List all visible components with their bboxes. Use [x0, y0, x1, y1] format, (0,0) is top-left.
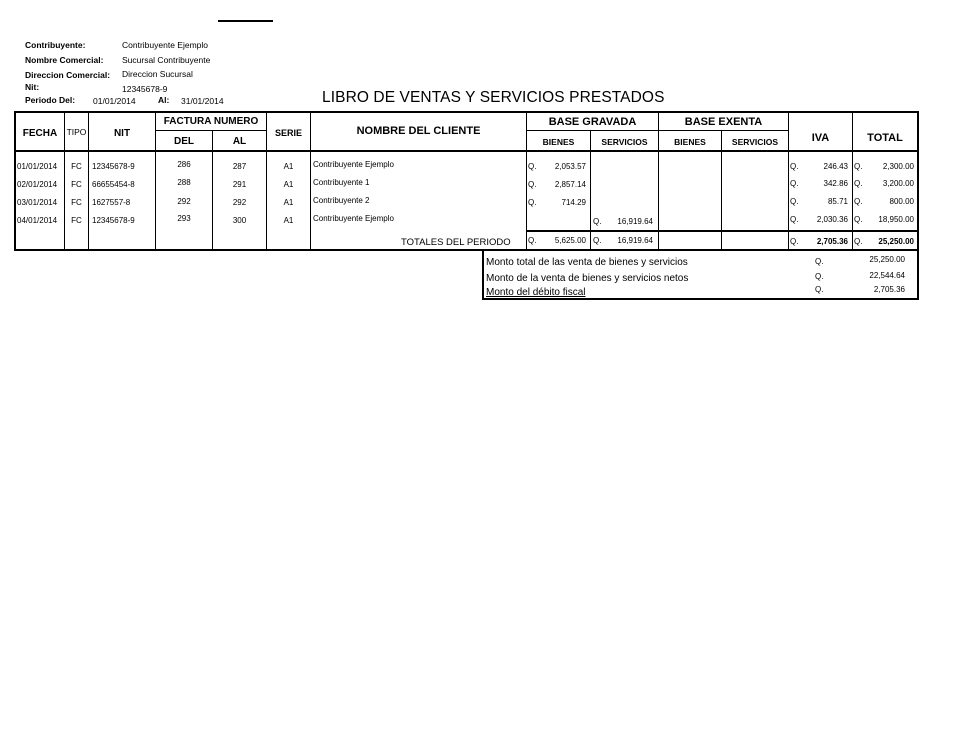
summary-value: 25,250.00: [869, 255, 905, 264]
nit-label: Nit:: [25, 82, 40, 92]
periodo-label: Periodo Del:: [25, 95, 76, 105]
cell-fecha: 04/01/2014: [17, 216, 58, 225]
cell-total: 800.00: [889, 197, 914, 206]
direccion-label: Direccion Comercial:: [25, 70, 111, 80]
cell-gravada-bienes: 2,053.57: [554, 162, 586, 171]
direccion-value: Direccion Sucursal: [122, 69, 193, 79]
cell-cliente: Contribuyente Ejemplo: [313, 160, 394, 169]
col-divider: [212, 131, 213, 250]
total-iva: 2,705.36: [816, 237, 848, 246]
totals-top-rule: [526, 230, 917, 232]
col-al: AL: [232, 136, 247, 147]
col-exenta-bienes: BIENES: [674, 137, 706, 147]
cell-fecha: 01/01/2014: [17, 162, 58, 171]
periodo-al-label: Al:: [158, 95, 170, 105]
currency-symbol: Q.: [790, 197, 799, 206]
cell-serie: A1: [283, 180, 294, 189]
cell-del: 286: [177, 160, 191, 169]
summary-label: Monto del débito fiscal: [486, 287, 586, 298]
cell-cliente: Contribuyente Ejemplo: [313, 214, 394, 223]
cell-al: 287: [232, 162, 247, 171]
cell-fecha: 03/01/2014: [17, 198, 58, 207]
cell-al: 300: [232, 216, 247, 225]
cell-del: 293: [177, 214, 191, 223]
contribuyente-value: Contribuyente Ejemplo: [122, 40, 208, 50]
cell-gravada-bienes: 2,857.14: [554, 180, 586, 189]
summary-label: Monto total de las venta de bienes y servicios: [486, 257, 688, 268]
currency-symbol: Q.: [854, 179, 863, 188]
currency-symbol: Q.: [815, 272, 824, 281]
total-gravada-servicios: 16,919.64: [617, 236, 653, 245]
periodo-al-value: 31/01/2014: [181, 96, 224, 106]
currency-symbol: Q.: [854, 197, 863, 206]
cell-serie: A1: [283, 216, 294, 225]
currency-symbol: Q.: [528, 162, 537, 171]
cell-al: 291: [232, 180, 247, 189]
currency-symbol: Q.: [790, 179, 799, 188]
col-factura-numero: FACTURA NUMERO: [163, 116, 259, 127]
cell-iva: 85.71: [827, 197, 848, 206]
cell-nit: 12345678-9: [92, 162, 135, 171]
currency-symbol: Q.: [593, 217, 602, 226]
document-title: LIBRO DE VENTAS Y SERVICIOS PRESTADOS: [322, 89, 665, 106]
row-divider: [155, 130, 266, 131]
cell-total: 18,950.00: [878, 215, 914, 224]
cell-iva: 246.43: [823, 162, 848, 171]
col-del: DEL: [174, 136, 194, 147]
currency-symbol: Q.: [815, 257, 824, 266]
cell-gravada-bienes: 714.29: [561, 198, 586, 207]
currency-symbol: Q.: [790, 237, 799, 246]
cell-tipo: FC: [71, 162, 82, 171]
cell-nit: 66655454-8: [92, 180, 135, 189]
cell-del: 288: [177, 178, 191, 187]
nombre-comercial-label: Nombre Comercial:: [25, 55, 104, 65]
cell-tipo: FC: [71, 198, 82, 207]
col-divider: [721, 131, 722, 250]
cell-iva: 342.86: [823, 179, 848, 188]
currency-symbol: Q.: [815, 285, 824, 294]
currency-symbol: Q.: [790, 162, 799, 171]
cell-nit: 12345678-9: [92, 216, 135, 225]
totals-label: TOTALES DEL PERIODO: [401, 237, 511, 248]
currency-symbol: Q.: [528, 236, 537, 245]
cell-serie: A1: [283, 198, 294, 207]
cell-cliente: Contribuyente 2: [313, 196, 370, 205]
contribuyente-label: Contribuyente:: [25, 40, 86, 50]
col-tipo: TIPO: [66, 127, 87, 137]
sales-table: [14, 111, 919, 251]
header-bottom-rule: [16, 150, 917, 152]
summary-box: [482, 251, 919, 300]
total-total: 25,250.00: [878, 237, 914, 246]
cell-iva: 2,030.36: [816, 215, 848, 224]
cell-nit: 1627557-8: [92, 198, 131, 207]
top-rule: [218, 20, 273, 22]
currency-symbol: Q.: [854, 215, 863, 224]
col-fecha: FECHA: [22, 128, 58, 139]
nit-value: 12345678-9: [122, 84, 168, 94]
currency-symbol: Q.: [528, 198, 537, 207]
currency-symbol: Q.: [790, 215, 799, 224]
cell-serie: A1: [283, 162, 294, 171]
nombre-comercial-value: Sucursal Contribuyente: [122, 55, 211, 65]
col-exenta-servicios: SERVICIOS: [731, 137, 779, 147]
summary-label: Monto de la venta de bienes y servicios netos: [486, 273, 689, 284]
col-gravada-servicios: SERVICIOS: [601, 137, 648, 147]
cell-cliente: Contribuyente 1: [313, 178, 370, 187]
periodo-del-value: 01/01/2014: [93, 96, 136, 106]
cell-del: 292: [177, 197, 191, 206]
cell-total: 3,200.00: [882, 179, 914, 188]
col-base-gravada: BASE GRAVADA: [548, 116, 637, 128]
cell-tipo: FC: [71, 216, 82, 225]
cell-total: 2,300.00: [882, 162, 914, 171]
summary-value: 2,705.36: [873, 285, 905, 294]
col-base-exenta: BASE EXENTA: [684, 116, 763, 128]
col-divider: [590, 131, 591, 250]
col-total: TOTAL: [867, 132, 903, 144]
total-gravada-bienes: 5,625.00: [554, 236, 586, 245]
currency-symbol: Q.: [528, 180, 537, 189]
cell-tipo: FC: [71, 180, 82, 189]
cell-al: 292: [232, 198, 247, 207]
col-gravada-bienes: BIENES: [542, 137, 575, 147]
cell-fecha: 02/01/2014: [17, 180, 58, 189]
col-serie: SERIE: [274, 128, 302, 138]
row-divider: [526, 130, 788, 131]
currency-symbol: Q.: [854, 162, 863, 171]
currency-symbol: Q.: [593, 236, 602, 245]
currency-symbol: Q.: [854, 237, 863, 246]
col-iva: IVA: [811, 132, 830, 144]
summary-value: 22,544.64: [869, 271, 905, 280]
cell-gravada-servicios: 16,919.64: [617, 217, 653, 226]
col-nit: NIT: [113, 128, 131, 139]
col-nombre-cliente: NOMBRE DEL CLIENTE: [356, 125, 481, 137]
